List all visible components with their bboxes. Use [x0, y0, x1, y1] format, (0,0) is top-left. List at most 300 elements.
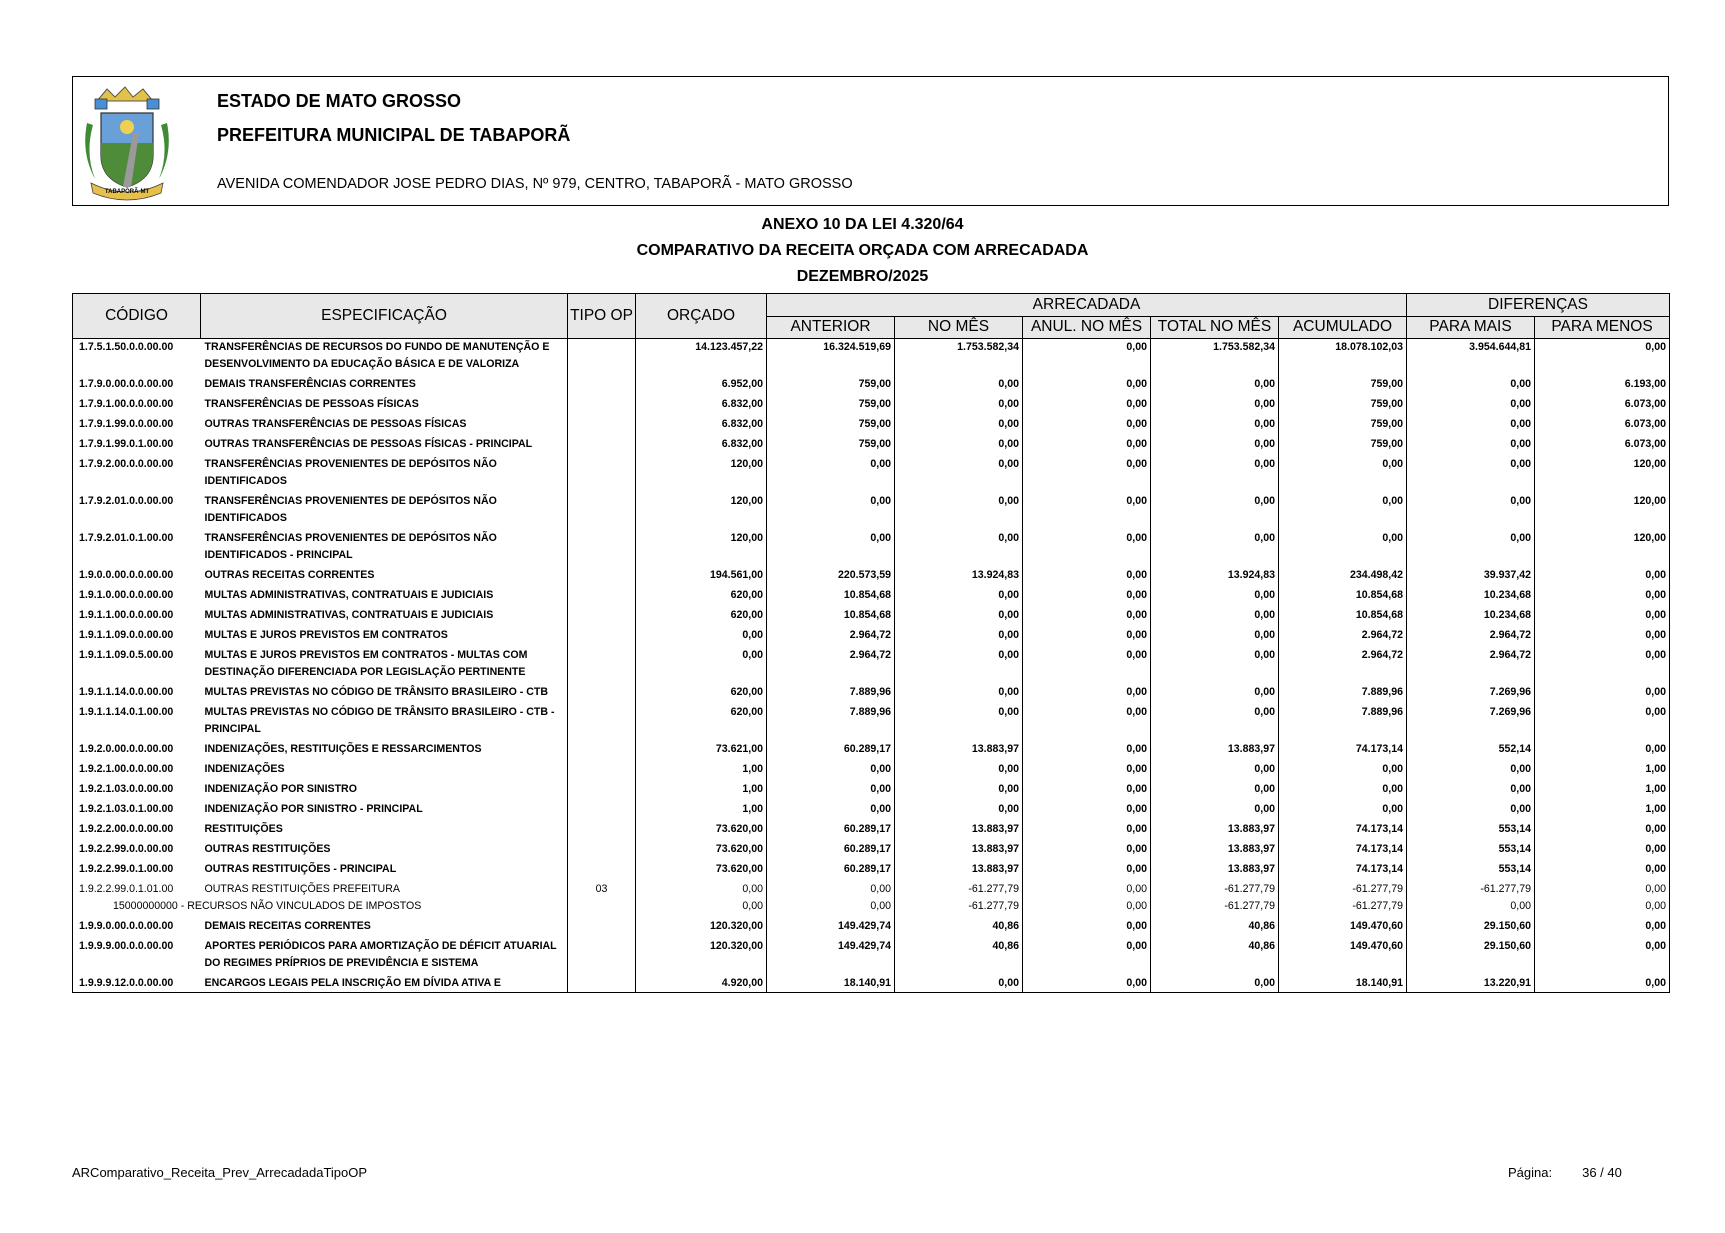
especificacao-text: OUTRAS TRANSFERÊNCIAS DE PESSOAS FÍSICAS: [204, 418, 467, 430]
cell-mais: [1407, 738, 1535, 758]
mais-value: 2.964,72: [1489, 649, 1531, 661]
codigo-text: 1.9.1.1.09.0.5.00.00: [79, 649, 174, 661]
anul-value: 0,00: [1126, 920, 1147, 932]
no_mes-value: 0,00: [998, 763, 1019, 775]
cell-anterior: [767, 584, 895, 604]
orcado-value: 0,00: [742, 649, 763, 661]
no_mes-value: 0,00: [998, 438, 1019, 450]
col-total-no-mes: TOTAL NO MÊS: [1151, 316, 1279, 339]
cell-orcado: [636, 798, 767, 818]
especificacao-text: TRANSFERÊNCIAS PROVENIENTES DE DEPÓSITOS NÃO IDENTIFICADOS: [204, 458, 497, 487]
cell-no_mes: [895, 584, 1023, 604]
cell-mais: [1407, 584, 1535, 604]
mais-value: 0,00: [1510, 438, 1531, 450]
especificacao-text: INDENIZAÇÕES: [204, 763, 285, 775]
table-row: [73, 564, 1670, 584]
cell-tipo-op: [568, 972, 636, 993]
orcado-value: 120,00: [730, 458, 763, 470]
cell-orcado: [636, 604, 767, 624]
orcado-value: 1,00: [742, 763, 763, 775]
mais-value: 29.150,60: [1483, 940, 1531, 952]
orcado-value: 6.952,00: [721, 378, 763, 390]
cell-total: [1151, 339, 1279, 374]
cell-no_mes: [895, 624, 1023, 644]
cell-anterior: [767, 701, 895, 738]
acumulado-value: 0,00: [1382, 803, 1403, 815]
cell-mais: [1407, 527, 1535, 564]
cell-tipo-op: [568, 738, 636, 758]
cell-especificacao: [201, 858, 568, 878]
cell-anul: [1023, 453, 1151, 490]
cell-anul: [1023, 915, 1151, 935]
cell-especificacao: [201, 490, 568, 527]
codigo-text: 1.9.2.1.00.0.0.00.00: [79, 763, 174, 775]
cell-especificacao: [201, 798, 568, 818]
mais-value: 552,14: [1498, 743, 1531, 755]
mais-value: 0,00: [1510, 803, 1531, 815]
menos-value: 1,00: [1645, 763, 1666, 775]
cell-anterior: [767, 681, 895, 701]
cell-mais: [1407, 644, 1535, 681]
especificacao-text: TRANSFERÊNCIAS PROVENIENTES DE DEPÓSITOS NÃO IDENTIFICADOS: [204, 495, 497, 524]
anterior-value: 2.964,72: [849, 629, 891, 641]
menos-sub-value: 0,00: [1645, 900, 1666, 912]
total-value: 0,00: [1254, 438, 1275, 450]
mais-value: 2.964,72: [1489, 629, 1531, 641]
cell-tipo-op: [568, 798, 636, 818]
cell-no_mes: [895, 604, 1023, 624]
report-title-line1: ANEXO 10 DA LEI 4.320/64: [761, 216, 964, 233]
cell-especificacao: [201, 413, 568, 433]
cell-mais: [1407, 413, 1535, 433]
table-row: [73, 413, 1670, 433]
anterior-value: 0,00: [870, 783, 891, 795]
col-orcado: ORÇADO: [636, 294, 767, 339]
no_mes-value: 0,00: [998, 706, 1019, 718]
cell-tipo-op: [568, 758, 636, 778]
cell-acumulado: [1279, 758, 1407, 778]
cell-anul: [1023, 778, 1151, 798]
total-value: 0,00: [1254, 398, 1275, 410]
cell-no_mes: [895, 393, 1023, 413]
codigo-text: 1.9.2.2.99.0.1.01.00: [79, 883, 174, 895]
cell-anul: [1023, 604, 1151, 624]
cell-anul: [1023, 564, 1151, 584]
cell-anterior: [767, 453, 895, 490]
cell-tipo-op: [568, 915, 636, 935]
cell-acumulado: [1279, 604, 1407, 624]
cell-anul: [1023, 798, 1151, 818]
cell-mais: [1407, 798, 1535, 818]
menos-value: 0,00: [1645, 823, 1666, 835]
cell-no_mes: [895, 778, 1023, 798]
cell-no_mes: [895, 413, 1023, 433]
anul-value: 0,00: [1126, 418, 1147, 430]
cell-no_mes: [895, 527, 1023, 564]
especificacao-text: OUTRAS RESTITUIÇÕES - PRINCIPAL: [204, 863, 397, 875]
cell-anterior: [767, 373, 895, 393]
cell-codigo: [73, 858, 201, 878]
cell-acumulado: [1279, 339, 1407, 374]
menos-value: 0,00: [1645, 686, 1666, 698]
cell-anul: [1023, 433, 1151, 453]
total-value: 40,86: [1248, 920, 1275, 932]
cell-orcado: [636, 681, 767, 701]
anterior-value: 60.289,17: [843, 823, 891, 835]
mais-value: 10.234,68: [1483, 609, 1531, 621]
especificacao-text: TRANSFERÊNCIAS DE PESSOAS FÍSICAS: [204, 398, 419, 410]
cell-especificacao: [201, 433, 568, 453]
orcado-value: 4.920,00: [721, 977, 763, 989]
cell-codigo: [73, 584, 201, 604]
cell-tipo-op: [568, 644, 636, 681]
cell-acumulado: [1279, 393, 1407, 413]
cell-total: [1151, 878, 1279, 915]
cell-anul: [1023, 490, 1151, 527]
codigo-text: 1.7.9.0.00.0.0.00.00: [79, 378, 174, 390]
cell-no_mes: [895, 453, 1023, 490]
tipo-op-text: 03: [595, 883, 608, 895]
cell-mais: [1407, 453, 1535, 490]
cell-anul: [1023, 584, 1151, 604]
anterior-sub-value: 0,00: [870, 900, 891, 912]
header-box: [72, 76, 1669, 206]
no_mes-value: 13.924,83: [971, 569, 1019, 581]
anterior-value: 2.964,72: [849, 649, 891, 661]
orcado-value: 120.320,00: [709, 920, 763, 932]
cell-total: [1151, 527, 1279, 564]
mais-value: 0,00: [1510, 495, 1531, 507]
anul-value: 0,00: [1126, 629, 1147, 641]
cell-no_mes: [895, 818, 1023, 838]
table-row: [73, 644, 1670, 681]
table-row: [73, 373, 1670, 393]
cell-anul: [1023, 624, 1151, 644]
especificacao-text: MULTAS ADMINISTRATIVAS, CONTRATUAIS E JUDICIAIS: [204, 589, 494, 601]
cell-anterior: [767, 858, 895, 878]
cell-codigo: [73, 339, 201, 374]
cell-anul: [1023, 373, 1151, 393]
cell-no_mes: [895, 972, 1023, 993]
cell-acumulado: [1279, 433, 1407, 453]
no_mes-value: 0,00: [998, 629, 1019, 641]
cell-anterior: [767, 915, 895, 935]
cell-tipo-op: [568, 624, 636, 644]
especificacao-text: OUTRAS RESTITUIÇÕES: [204, 843, 331, 855]
total-value: 0,00: [1254, 686, 1275, 698]
acumulado-value: 74.173,14: [1355, 843, 1403, 855]
codigo-text: 1.7.9.2.01.0.1.00.00: [79, 532, 174, 544]
anterior-value: 0,00: [870, 532, 891, 544]
menos-value: 0,00: [1645, 341, 1666, 353]
table-row: [73, 453, 1670, 490]
menos-value: 0,00: [1645, 977, 1666, 989]
cell-orcado: [636, 584, 767, 604]
anul-value: 0,00: [1126, 495, 1147, 507]
cell-mais: [1407, 490, 1535, 527]
cell-no_mes: [895, 433, 1023, 453]
cell-acumulado: [1279, 701, 1407, 738]
cell-menos: [1535, 738, 1670, 758]
cell-no_mes: [895, 858, 1023, 878]
orcado-value: 120,00: [730, 532, 763, 544]
especificacao-text: ENCARGOS LEGAIS PELA INSCRIÇÃO EM DÍVIDA ATIVA E: [204, 977, 501, 989]
table-row: [73, 778, 1670, 798]
cell-mais: [1407, 972, 1535, 993]
cell-tipo-op: [568, 935, 636, 972]
cell-menos: [1535, 527, 1670, 564]
acumulado-value: 7.889,96: [1361, 706, 1403, 718]
cell-total: [1151, 818, 1279, 838]
anterior-value: 7.889,96: [849, 686, 891, 698]
cell-codigo: [73, 624, 201, 644]
cell-acumulado: [1279, 738, 1407, 758]
cell-acumulado: [1279, 624, 1407, 644]
cell-tipo-op: [568, 858, 636, 878]
anterior-value: 759,00: [858, 378, 891, 390]
codigo-text: 1.9.2.1.03.0.1.00.00: [79, 803, 174, 815]
cell-orcado: [636, 878, 767, 915]
col-anul-no-mes: ANUL. NO MÊS: [1023, 316, 1151, 339]
anterior-value: 18.140,91: [843, 977, 891, 989]
cell-codigo: [73, 604, 201, 624]
cell-acumulado: [1279, 490, 1407, 527]
cell-acumulado: [1279, 858, 1407, 878]
cell-especificacao: [201, 339, 568, 374]
acumulado-value: 74.173,14: [1355, 823, 1403, 835]
col-acumulado: ACUMULADO: [1279, 316, 1407, 339]
cell-menos: [1535, 339, 1670, 374]
cell-anul: [1023, 878, 1151, 915]
svg-text:TABAPORÃ-MT: TABAPORÃ-MT: [104, 189, 150, 195]
cell-menos: [1535, 584, 1670, 604]
orcado-sub-value: 0,00: [742, 900, 763, 912]
codigo-text: 1.7.5.1.50.0.0.00.00: [79, 341, 174, 353]
total-value: 0,00: [1254, 609, 1275, 621]
anul-value: 0,00: [1126, 341, 1147, 353]
cell-acumulado: [1279, 818, 1407, 838]
cell-mais: [1407, 564, 1535, 584]
cell-codigo: [73, 681, 201, 701]
anul-value: 0,00: [1126, 398, 1147, 410]
cell-no_mes: [895, 339, 1023, 374]
anul-value: 0,00: [1126, 589, 1147, 601]
codigo-text: 1.9.1.1.00.0.0.00.00: [79, 609, 174, 621]
anul-value: 0,00: [1126, 743, 1147, 755]
total-value: -61.277,79: [1224, 883, 1275, 895]
table-row: [73, 798, 1670, 818]
especificacao-text: RESTITUIÇÕES: [204, 823, 283, 835]
cell-orcado: [636, 758, 767, 778]
cell-no_mes: [895, 701, 1023, 738]
codigo-text: 1.9.0.0.00.0.0.00.00: [79, 569, 174, 581]
cell-anul: [1023, 701, 1151, 738]
cell-no_mes: [895, 564, 1023, 584]
cell-especificacao: [201, 604, 568, 624]
codigo-text: 1.7.9.2.00.0.0.00.00: [79, 458, 174, 470]
cell-acumulado: [1279, 915, 1407, 935]
cell-anul: [1023, 413, 1151, 433]
especificacao-text: INDENIZAÇÃO POR SINISTRO - PRINCIPAL: [204, 803, 423, 815]
report-period: DEZEMBRO/2025: [796, 268, 929, 285]
codigo-text: 1.9.1.1.09.0.0.00.00: [79, 629, 174, 641]
cell-total: [1151, 798, 1279, 818]
cell-especificacao: [201, 915, 568, 935]
cell-orcado: [636, 564, 767, 584]
cell-acumulado: [1279, 878, 1407, 915]
report-title-line2: COMPARATIVO DA RECEITA ORÇADA COM ARRECADADA: [636, 242, 1089, 259]
anterior-value: 149.429,74: [837, 940, 891, 952]
cell-orcado: [636, 935, 767, 972]
col-tipo-op: TIPO OP: [568, 294, 636, 339]
table-row: [73, 838, 1670, 858]
orcado-value: 6.832,00: [721, 438, 763, 450]
cell-anul: [1023, 818, 1151, 838]
cell-tipo-op: [568, 701, 636, 738]
especificacao-text: TRANSFERÊNCIAS DE RECURSOS DO FUNDO DE MANUTENÇÃO E DESENVOLVIMENTO DA EDUCAÇÃO BÁSICA E DE VALORIZA: [204, 341, 550, 370]
no_mes-value: 13.883,97: [971, 843, 1019, 855]
cell-mais: [1407, 339, 1535, 374]
cell-menos: [1535, 778, 1670, 798]
table-row: [73, 858, 1670, 878]
acumulado-sub-value: -61.277,79: [1352, 900, 1403, 912]
cell-total: [1151, 758, 1279, 778]
cell-mais: [1407, 624, 1535, 644]
anterior-value: 0,00: [870, 803, 891, 815]
total-value: 0,00: [1254, 706, 1275, 718]
page-indicator: [1508, 1165, 1622, 1180]
codigo-text: 1.9.9.9.12.0.0.00.00: [79, 977, 174, 989]
cell-acumulado: [1279, 838, 1407, 858]
mais-value: 553,14: [1498, 843, 1531, 855]
cell-menos: [1535, 433, 1670, 453]
acumulado-value: 10.854,68: [1355, 589, 1403, 601]
cell-no_mes: [895, 935, 1023, 972]
cell-total: [1151, 858, 1279, 878]
anterior-value: 0,00: [870, 763, 891, 775]
cell-mais: [1407, 393, 1535, 413]
acumulado-value: 0,00: [1382, 763, 1403, 775]
acumulado-value: 2.964,72: [1361, 629, 1403, 641]
mais-value: 29.150,60: [1483, 920, 1531, 932]
especificacao-text: MULTAS PREVISTAS NO CÓDIGO DE TRÂNSITO BRASILEIRO - CTB - PRINCIPAL: [204, 706, 555, 735]
cell-tipo-op: [568, 373, 636, 393]
cell-menos: [1535, 798, 1670, 818]
anterior-value: 759,00: [858, 418, 891, 430]
anterior-value: 149.429,74: [837, 920, 891, 932]
menos-value: 120,00: [1633, 532, 1666, 544]
cell-acumulado: [1279, 935, 1407, 972]
cell-acumulado: [1279, 453, 1407, 490]
especificacao-text: INDENIZAÇÕES, RESTITUIÇÕES E RESSARCIMENTOS: [204, 743, 482, 755]
cell-orcado: [636, 433, 767, 453]
col-anterior: ANTERIOR: [767, 316, 895, 339]
cell-anul: [1023, 339, 1151, 374]
cell-tipo-op: [568, 878, 636, 915]
menos-value: 0,00: [1645, 609, 1666, 621]
cell-especificacao: [201, 701, 568, 738]
table-row: [73, 681, 1670, 701]
codigo-text: 1.9.1.1.14.0.0.00.00: [79, 686, 174, 698]
anterior-value: 16.324.519,69: [823, 341, 891, 353]
acumulado-value: 0,00: [1382, 495, 1403, 507]
anul-value: 0,00: [1126, 458, 1147, 470]
cell-menos: [1535, 490, 1670, 527]
menos-value: 6.073,00: [1624, 438, 1666, 450]
anul-value: 0,00: [1126, 569, 1147, 581]
page-label: Página:: [1508, 1165, 1553, 1180]
col-group-diferencas: DIFERENÇAS: [1407, 294, 1670, 317]
total-value: 13.883,97: [1227, 843, 1275, 855]
table-row: [73, 584, 1670, 604]
cell-mais: [1407, 681, 1535, 701]
cell-codigo: [73, 818, 201, 838]
cell-tipo-op: [568, 393, 636, 413]
cell-codigo: [73, 527, 201, 564]
acumulado-value: 7.889,96: [1361, 686, 1403, 698]
cell-especificacao: [201, 972, 568, 993]
orcado-value: 0,00: [742, 883, 763, 895]
cell-orcado: [636, 413, 767, 433]
anterior-value: 60.289,17: [843, 863, 891, 875]
codigo-text: 1.9.2.2.99.0.1.00.00: [79, 863, 174, 875]
cell-tipo-op: [568, 433, 636, 453]
cell-total: [1151, 624, 1279, 644]
cell-total: [1151, 490, 1279, 527]
anterior-value: 60.289,17: [843, 843, 891, 855]
cell-menos: [1535, 915, 1670, 935]
cell-mais: [1407, 878, 1535, 915]
orcado-value: 0,00: [742, 629, 763, 641]
orcado-value: 120,00: [730, 495, 763, 507]
acumulado-value: 234.498,42: [1349, 569, 1403, 581]
cell-especificacao: [201, 624, 568, 644]
cell-no_mes: [895, 878, 1023, 915]
cell-tipo-op: [568, 778, 636, 798]
orcado-value: 1,00: [742, 783, 763, 795]
report-name: ARComparativo_Receita_Prev_ArrecadadaTipoOP: [72, 1165, 368, 1180]
menos-value: 6.073,00: [1624, 398, 1666, 410]
cell-menos: [1535, 701, 1670, 738]
cell-acumulado: [1279, 644, 1407, 681]
total-value: 0,00: [1254, 589, 1275, 601]
cell-tipo-op: [568, 838, 636, 858]
cell-acumulado: [1279, 681, 1407, 701]
codigo-text: 1.7.9.1.00.0.0.00.00: [79, 398, 174, 410]
orcado-value: 14.123.457,22: [695, 341, 763, 353]
cell-no_mes: [895, 681, 1023, 701]
cell-codigo: [73, 798, 201, 818]
cell-anterior: [767, 878, 895, 915]
no_mes-value: 0,00: [998, 378, 1019, 390]
acumulado-value: 0,00: [1382, 532, 1403, 544]
codigo-text: 1.7.9.1.99.0.0.00.00: [79, 418, 174, 430]
mais-value: 10.234,68: [1483, 589, 1531, 601]
cell-anul: [1023, 527, 1151, 564]
col-especificacao: ESPECIFICAÇÃO: [201, 294, 568, 339]
mais-value: 0,00: [1510, 378, 1531, 390]
codigo-text: 1.9.1.0.00.0.0.00.00: [79, 589, 174, 601]
codigo-text: 1.9.9.9.00.0.0.00.00: [79, 940, 174, 952]
page-number: 36 / 40: [1582, 1165, 1622, 1180]
no_mes-value: 13.883,97: [971, 863, 1019, 875]
no_mes-value: 0,00: [998, 803, 1019, 815]
cell-total: [1151, 935, 1279, 972]
total-value: 0,00: [1254, 378, 1275, 390]
cell-orcado: [636, 373, 767, 393]
cell-menos: [1535, 604, 1670, 624]
menos-value: 1,00: [1645, 803, 1666, 815]
